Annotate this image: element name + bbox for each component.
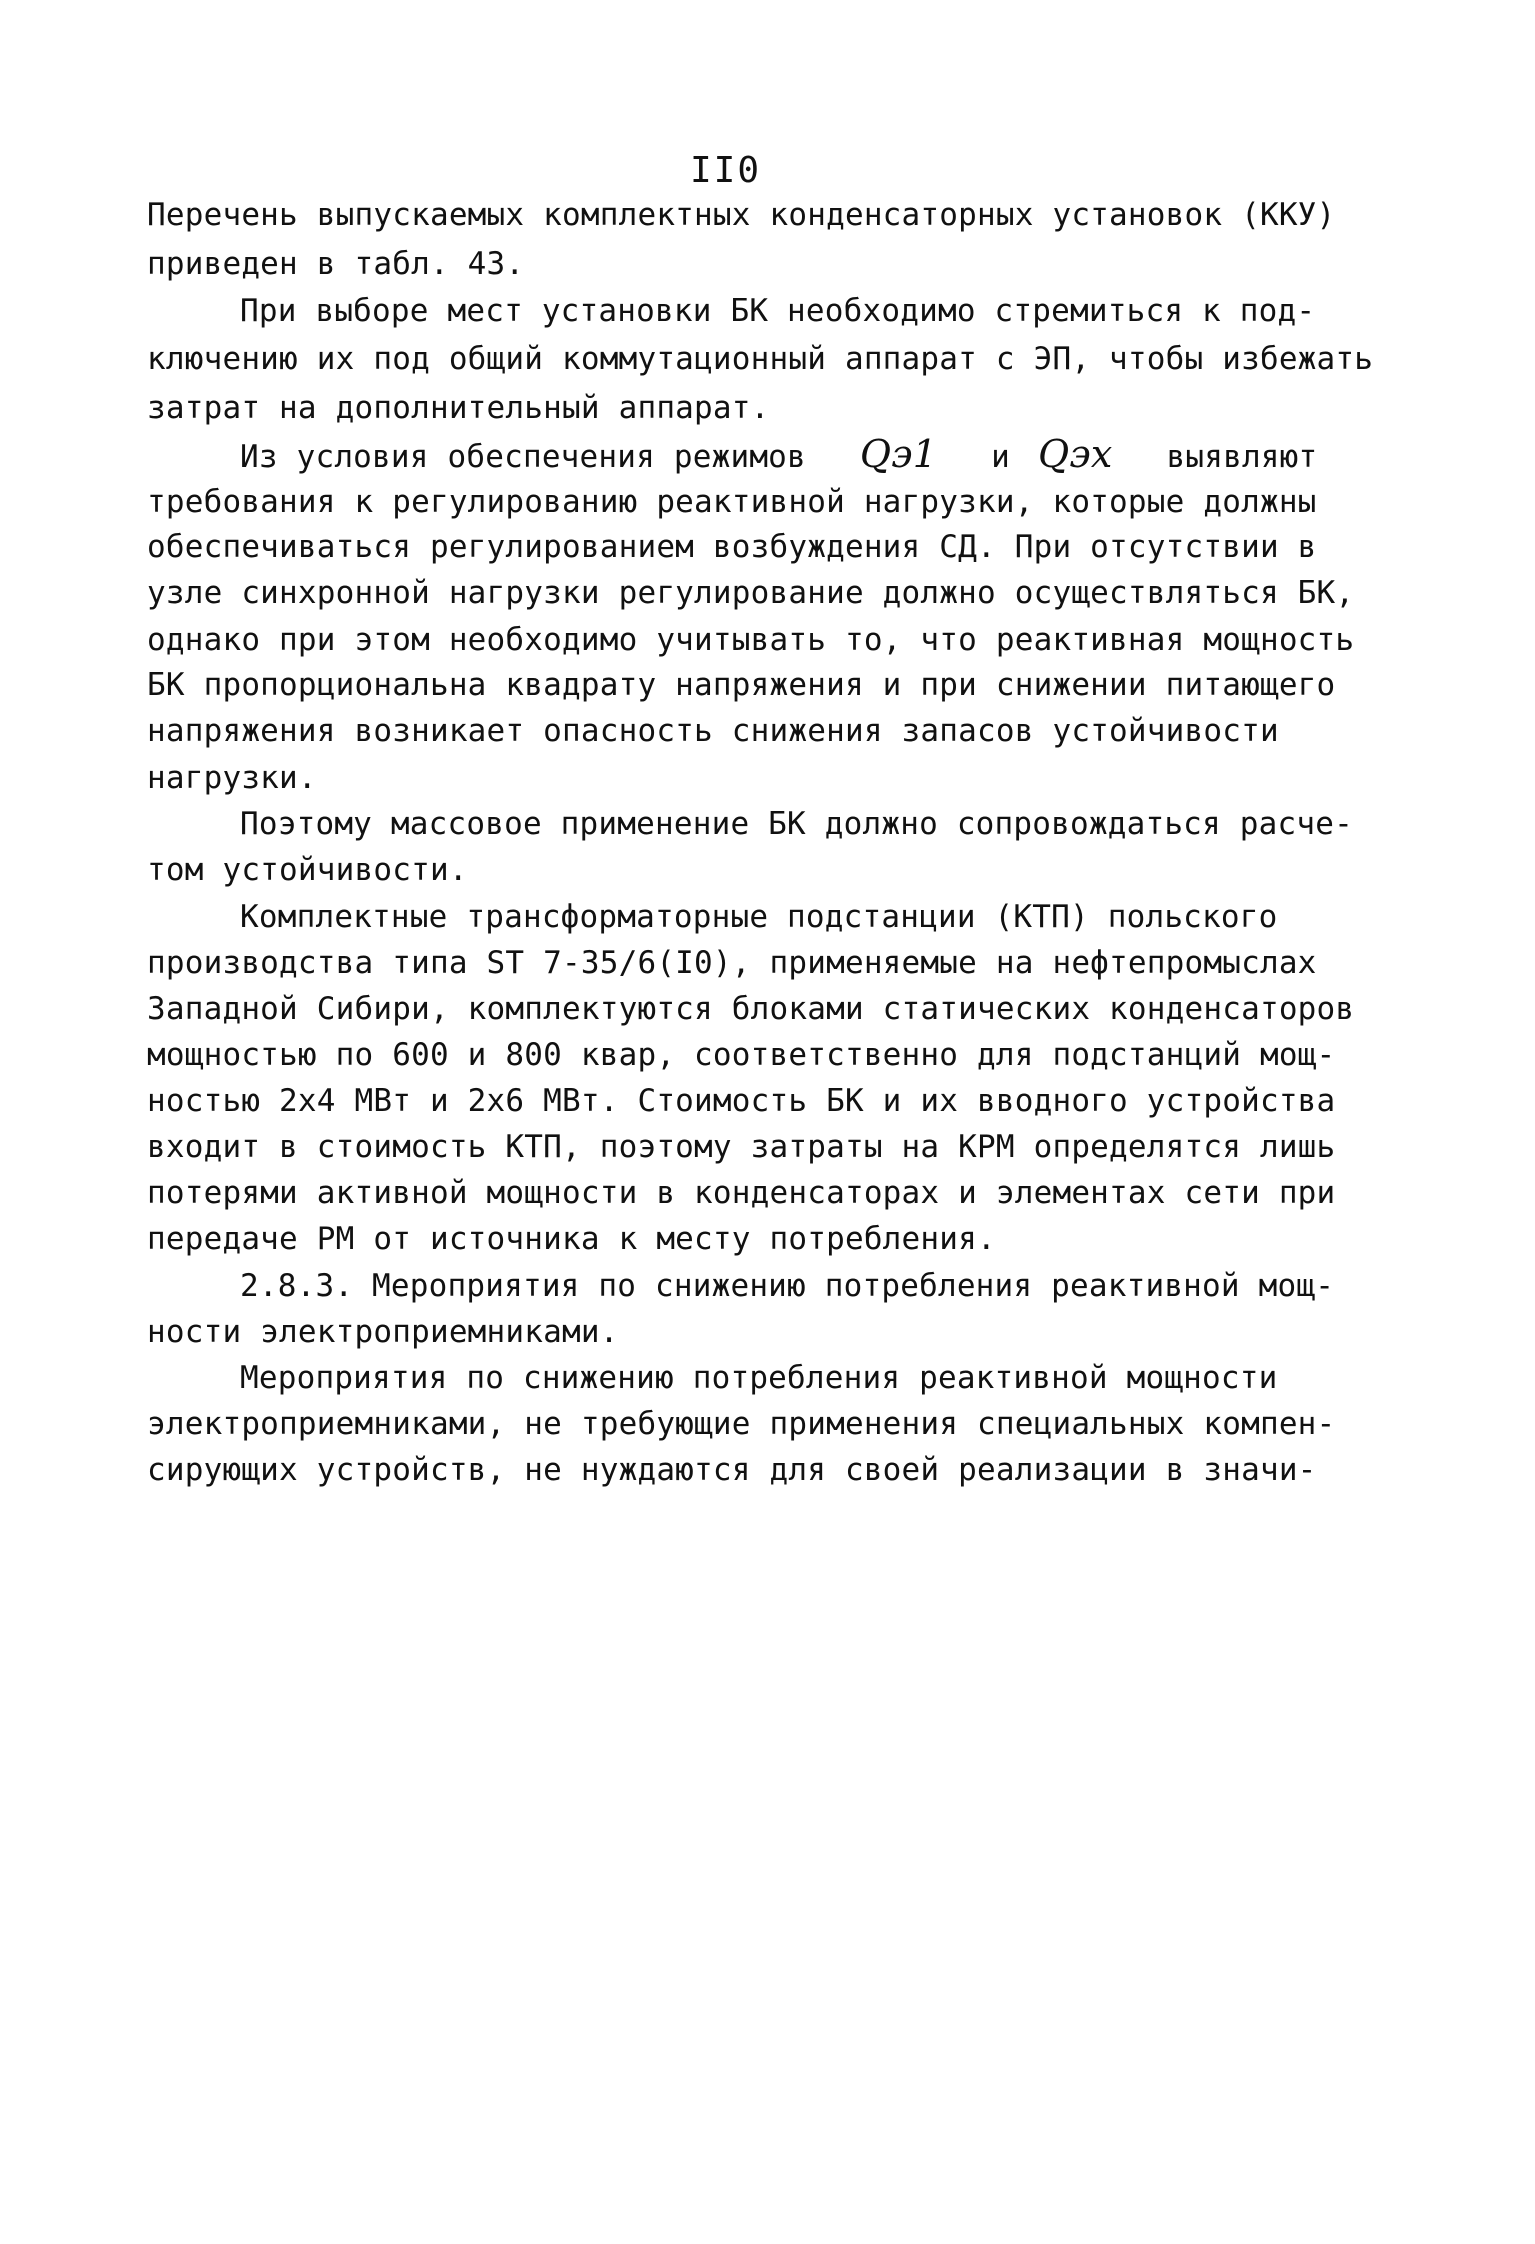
text-line: однако при этом необходимо учитывать то, что реактивная мощность (147, 622, 1355, 658)
section-heading: 2.8.3. Мероприятия по снижению потребления реактивной мощ- (240, 1268, 1335, 1304)
formula-prefix: Из условия обеспечения режимов (240, 439, 806, 475)
text-line: сирующих устройств, не нуждаются для своей реализации в значи- (147, 1452, 1317, 1488)
text-line: том устойчивости. (147, 852, 468, 888)
text-line: напряжения возникает опасность снижения запасов устойчивости (147, 713, 1279, 749)
text-line: ключению их под общий коммутационный аппарат с ЭП, чтобы избежать (147, 341, 1374, 377)
formula-line (240, 432, 1490, 476)
text-line: электроприемниками, не требующие применения специальных компен- (147, 1406, 1336, 1442)
text-line: Комплектные трансформаторные подстанции (КТП) польского (240, 899, 1278, 935)
text-line: обеспечиваться регулированием возбуждения СД. При отсутствии в (147, 529, 1317, 565)
text-line: передаче РМ от источника к месту потребления. (147, 1221, 996, 1257)
text-line: затрат на дополнительный аппарат. (147, 390, 770, 426)
text-line: Поэтому массовое применение БК должно сопровождаться расче- (240, 806, 1353, 842)
text-line: Перечень выпускаемых комплектных конденсаторных установок (ККУ) (147, 197, 1336, 233)
text-line: приведен в табл. 43. (147, 246, 525, 282)
page-number: II0 (690, 150, 762, 191)
text-line: Западной Сибири, комплектуются блоками статических конденсаторов (147, 991, 1355, 1027)
text-line: БК пропорциональна квадрату напряжения и при снижении питающего (147, 667, 1336, 703)
text-line: требования к регулированию реактивной нагрузки, которые должны (147, 484, 1317, 520)
formula-suffix: выявляют (1166, 439, 1318, 475)
text-line: производства типа ST 7-35/6(I0), применяемые на нефтепромыслах (147, 945, 1317, 981)
text-line: При выборе мест установки БК необходимо стремиться к под- (240, 293, 1316, 329)
text-line: потерями активной мощности в конденсаторах и элементах сети при (147, 1175, 1336, 1211)
symbol-q-e1: Qэ1 (859, 432, 938, 476)
text-line: узле синхронной нагрузки регулирование должно осуществляться БК, (147, 575, 1355, 611)
text-line: нагрузки. (147, 760, 317, 796)
section-heading-continued: ности электроприемниками. (147, 1314, 619, 1350)
text-line: Мероприятия по снижению потребления реактивной мощности (240, 1360, 1278, 1396)
symbol-q-ex: Qэх (1038, 432, 1113, 476)
text-line: мощностью по 600 и 800 квар, соответственно для подстанций мощ- (147, 1037, 1336, 1073)
formula-conjunction: и (991, 439, 1011, 475)
text-line: входит в стоимость КТП, поэтому затраты на КРМ определятся лишь (147, 1129, 1336, 1165)
text-line: ностью 2х4 МВт и 2х6 МВт. Стоимость БК и их вводного устройства (147, 1083, 1336, 1119)
